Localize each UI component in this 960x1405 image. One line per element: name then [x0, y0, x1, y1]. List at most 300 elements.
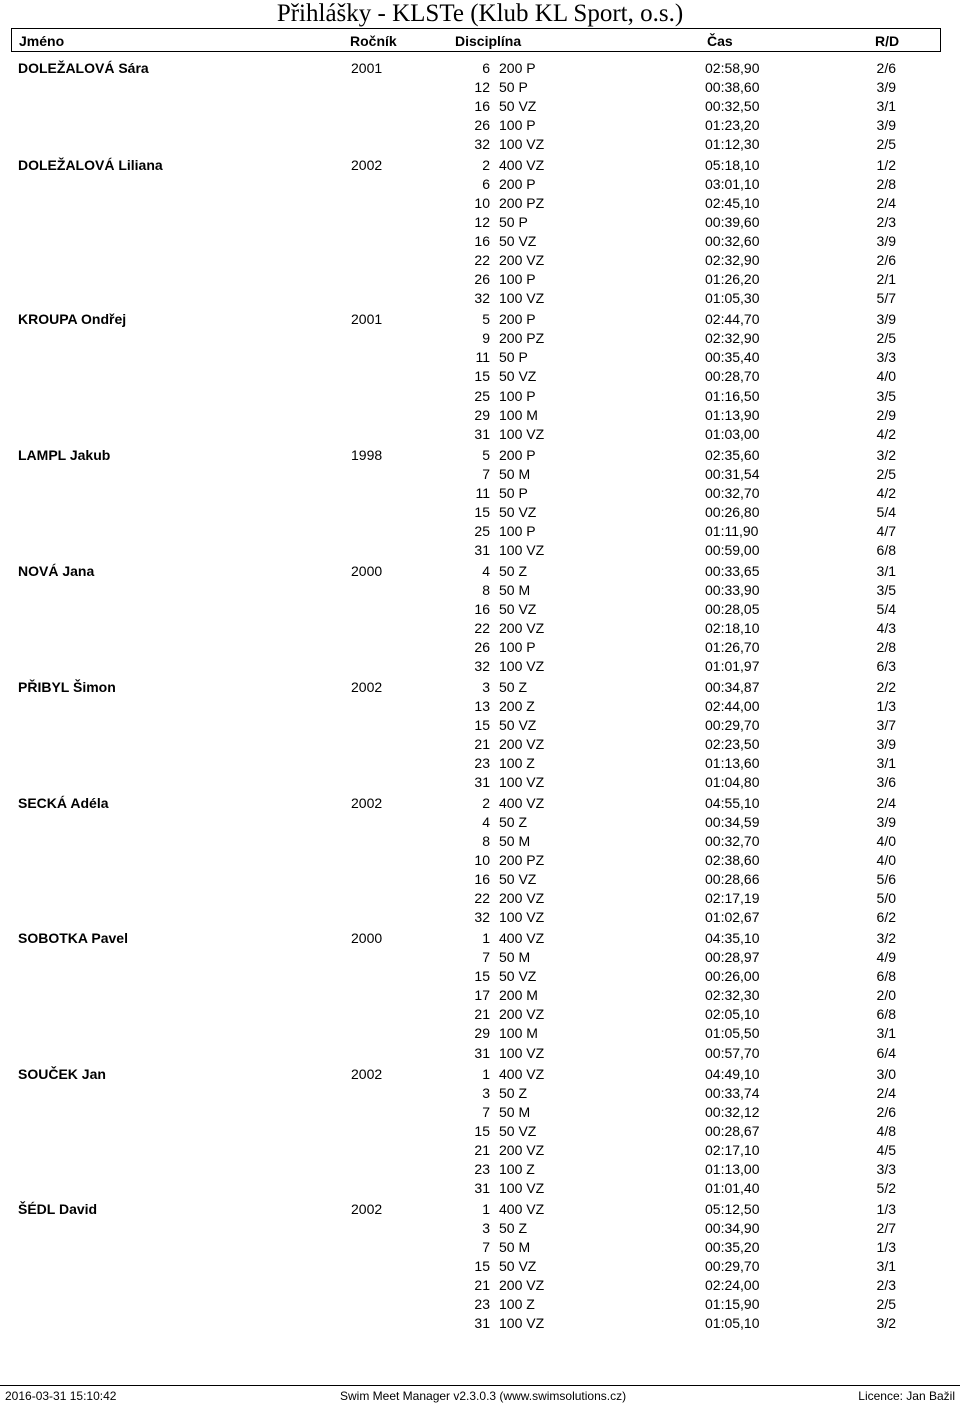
entry-time: 01:01,97 [705, 658, 760, 674]
heat-lane: 1/3 [876, 1239, 896, 1255]
discipline: 50 Z [499, 1220, 528, 1236]
heat-lane: 2/9 [876, 407, 896, 423]
event-number: 16 [474, 233, 490, 249]
table-row [0, 541, 960, 560]
table-row [0, 1065, 960, 1084]
entry-time: 01:05,10 [705, 1315, 760, 1331]
table-row [0, 270, 960, 289]
entry-time: 04:55,10 [705, 795, 760, 811]
table-row [0, 156, 960, 175]
heat-lane: 3/9 [876, 117, 896, 133]
entry-time: 04:35,10 [705, 930, 760, 946]
table-row [0, 1122, 960, 1141]
entry-time: 05:12,50 [705, 1201, 760, 1217]
table-row [0, 213, 960, 232]
event-number: 13 [474, 698, 490, 714]
discipline: 100 VZ [499, 136, 545, 152]
table-row [0, 754, 960, 773]
discipline: 100 VZ [499, 1315, 545, 1331]
heat-lane: 4/8 [876, 1123, 896, 1139]
entry-time: 01:01,40 [705, 1180, 760, 1196]
discipline: 400 VZ [499, 1066, 545, 1082]
event-number: 11 [475, 485, 490, 501]
heat-lane: 4/2 [876, 426, 896, 442]
entry-time: 00:35,40 [705, 349, 760, 365]
discipline: 200 VZ [499, 620, 545, 636]
event-number: 7 [482, 1239, 490, 1255]
discipline: 200 VZ [499, 1006, 545, 1022]
event-number: 7 [482, 949, 490, 965]
table-row [0, 562, 960, 581]
event-number: 16 [474, 601, 490, 617]
table-row [0, 1141, 960, 1160]
heat-lane: 3/3 [876, 349, 896, 365]
swimmer-name: NOVÁ Jana [18, 563, 95, 579]
event-number: 26 [474, 117, 490, 133]
table-row [0, 194, 960, 213]
entry-time: 00:26,00 [705, 968, 760, 984]
swimmer-name: SOUČEK Jan [18, 1066, 106, 1082]
discipline: 200 VZ [499, 1142, 545, 1158]
discipline: 100 VZ [499, 1180, 545, 1196]
event-number: 26 [474, 271, 490, 287]
footer-licence: Licence: Jan Bažil [858, 1389, 955, 1403]
entry-time: 02:32,90 [705, 330, 760, 346]
event-number: 3 [482, 679, 490, 695]
discipline: 100 VZ [499, 426, 545, 442]
entry-time: 02:44,70 [705, 311, 760, 327]
discipline: 50 VZ [499, 504, 537, 520]
event-number: 11 [475, 349, 490, 365]
footer-software: Swim Meet Manager v2.3.0.3 (www.swimsolutions.cz) [340, 1389, 627, 1403]
table-row [0, 1295, 960, 1314]
birth-year: 2001 [351, 60, 383, 76]
entry-time: 00:32,70 [705, 833, 760, 849]
heat-lane: 3/7 [876, 717, 896, 733]
heat-lane: 4/0 [876, 852, 896, 868]
table-row [0, 697, 960, 716]
event-number: 5 [482, 311, 490, 327]
heat-lane: 2/2 [876, 679, 896, 695]
entry-time: 01:03,00 [705, 426, 760, 442]
entry-time: 00:35,20 [705, 1239, 760, 1255]
discipline: 50 VZ [499, 233, 537, 249]
discipline: 100 VZ [499, 658, 545, 674]
heat-lane: 3/1 [876, 755, 896, 771]
heat-lane: 2/8 [876, 639, 896, 655]
discipline: 100 VZ [499, 909, 545, 925]
birth-year: 2002 [351, 157, 383, 173]
table-row [0, 986, 960, 1005]
heat-lane: 2/6 [876, 60, 896, 76]
discipline: 50 M [499, 833, 531, 849]
discipline: 50 P [499, 349, 528, 365]
discipline: 50 Z [499, 563, 528, 579]
discipline: 50 M [499, 582, 531, 598]
entry-time: 02:32,90 [705, 252, 760, 268]
event-number: 22 [474, 620, 490, 636]
heat-lane: 1/3 [876, 698, 896, 714]
event-number: 15 [474, 1258, 490, 1274]
table-row [0, 232, 960, 251]
event-number: 23 [474, 1161, 490, 1177]
discipline: 100 VZ [499, 290, 545, 306]
table-row [0, 735, 960, 754]
heat-lane: 2/3 [876, 214, 896, 230]
entry-time: 00:39,60 [705, 214, 760, 230]
swimmer-name: SECKÁ Adéla [18, 795, 109, 811]
heat-lane: 2/8 [876, 176, 896, 192]
heat-lane: 5/0 [876, 890, 896, 906]
entry-time: 01:26,70 [705, 639, 760, 655]
entry-time: 02:32,30 [705, 987, 760, 1003]
entry-time: 00:31,54 [705, 466, 760, 482]
event-number: 21 [474, 1142, 490, 1158]
heat-lane: 2/4 [876, 795, 896, 811]
entry-time: 02:18,10 [705, 620, 760, 636]
heat-lane: 3/3 [876, 1161, 896, 1177]
discipline: 100 VZ [499, 774, 545, 790]
heat-lane: 6/2 [876, 909, 896, 925]
heat-lane: 4/5 [876, 1142, 896, 1158]
column-header-year: Ročník [350, 33, 397, 49]
table-row [0, 425, 960, 444]
entry-time: 00:32,12 [705, 1104, 760, 1120]
entry-time: 00:33,90 [705, 582, 760, 598]
table-header [11, 28, 941, 52]
birth-year: 1998 [351, 447, 383, 463]
heat-lane: 6/8 [876, 968, 896, 984]
table-row [0, 1314, 960, 1333]
swimmer-name: DOLEŽALOVÁ Liliana [18, 157, 163, 173]
table-row [0, 638, 960, 657]
event-number: 8 [482, 833, 490, 849]
table-row [0, 135, 960, 154]
heat-lane: 3/9 [876, 233, 896, 249]
entry-time: 00:26,80 [705, 504, 760, 520]
birth-year: 2002 [351, 679, 383, 695]
event-number: 7 [482, 466, 490, 482]
discipline: 50 VZ [499, 717, 537, 733]
heat-lane: 2/0 [876, 987, 896, 1003]
table-row [0, 78, 960, 97]
event-number: 1 [482, 1066, 490, 1082]
table-row [0, 446, 960, 465]
swimmer-name: PŘIBYL Šimon [18, 679, 116, 695]
entry-time: 01:04,80 [705, 774, 760, 790]
entry-time: 00:34,90 [705, 1220, 760, 1236]
table-row [0, 310, 960, 329]
heat-lane: 1/3 [876, 1201, 896, 1217]
heat-lane: 3/5 [876, 388, 896, 404]
event-number: 7 [482, 1104, 490, 1120]
heat-lane: 3/1 [876, 1025, 896, 1041]
entry-time: 02:17,10 [705, 1142, 760, 1158]
heat-lane: 2/4 [876, 195, 896, 211]
entry-time: 00:29,70 [705, 1258, 760, 1274]
table-row [0, 522, 960, 541]
discipline: 50 VZ [499, 98, 537, 114]
heat-lane: 4/9 [876, 949, 896, 965]
swimmer-name: SOBOTKA Pavel [18, 930, 128, 946]
heat-lane: 5/4 [876, 504, 896, 520]
table-row [0, 1103, 960, 1122]
discipline: 200 PZ [499, 852, 545, 868]
event-number: 6 [482, 60, 490, 76]
column-header-time: Čas [707, 33, 733, 49]
table-row [0, 1005, 960, 1024]
table-row [0, 773, 960, 792]
discipline: 50 VZ [499, 1258, 537, 1274]
event-number: 21 [474, 736, 490, 752]
table-row [0, 484, 960, 503]
table-row [0, 1276, 960, 1295]
heat-lane: 5/2 [876, 1180, 896, 1196]
heat-lane: 3/9 [876, 311, 896, 327]
table-row [0, 794, 960, 813]
discipline: 100 Z [499, 1161, 535, 1177]
discipline: 200 P [499, 447, 536, 463]
entry-time: 02:45,10 [705, 195, 760, 211]
heat-lane: 2/1 [876, 271, 896, 287]
event-number: 10 [474, 852, 490, 868]
discipline: 100 VZ [499, 542, 545, 558]
discipline: 200 PZ [499, 330, 545, 346]
entry-time: 01:12,30 [705, 136, 760, 152]
event-number: 3 [482, 1220, 490, 1236]
discipline: 50 Z [499, 679, 528, 695]
event-number: 15 [474, 504, 490, 520]
entry-time: 02:24,00 [705, 1277, 760, 1293]
event-number: 12 [474, 79, 490, 95]
entry-time: 01:16,50 [705, 388, 760, 404]
footer-timestamp: 2016-03-31 15:10:42 [5, 1389, 117, 1403]
entry-time: 02:17,19 [705, 890, 760, 906]
event-number: 2 [482, 157, 490, 173]
discipline: 50 VZ [499, 968, 537, 984]
table-row [0, 289, 960, 308]
discipline: 200 VZ [499, 252, 545, 268]
discipline: 50 Z [499, 1085, 528, 1101]
entry-time: 00:28,97 [705, 949, 760, 965]
table-row [0, 851, 960, 870]
heat-lane: 1/2 [876, 157, 896, 173]
event-number: 25 [474, 388, 490, 404]
table-row [0, 948, 960, 967]
event-number: 32 [474, 136, 490, 152]
event-number: 23 [474, 755, 490, 771]
table-row [0, 1084, 960, 1103]
discipline: 100 M [499, 1025, 538, 1041]
discipline: 50 P [499, 485, 528, 501]
event-number: 29 [474, 1025, 490, 1041]
entry-time: 00:32,60 [705, 233, 760, 249]
discipline: 50 M [499, 949, 531, 965]
event-number: 2 [482, 795, 490, 811]
heat-lane: 5/4 [876, 601, 896, 617]
entry-time: 00:38,60 [705, 79, 760, 95]
entry-time: 03:01,10 [705, 176, 760, 192]
entry-time: 02:44,00 [705, 698, 760, 714]
event-number: 25 [474, 523, 490, 539]
event-number: 15 [474, 717, 490, 733]
event-number: 17 [474, 987, 490, 1003]
event-number: 23 [474, 1296, 490, 1312]
column-header-name: Jméno [19, 33, 65, 49]
discipline: 400 VZ [499, 795, 545, 811]
entry-time: 02:38,60 [705, 852, 760, 868]
heat-lane: 3/2 [876, 930, 896, 946]
heat-lane: 4/0 [876, 833, 896, 849]
entry-time: 01:05,50 [705, 1025, 760, 1041]
event-number: 5 [482, 447, 490, 463]
discipline: 400 VZ [499, 1201, 545, 1217]
table-row [0, 367, 960, 386]
event-number: 32 [474, 658, 490, 674]
heat-lane: 5/7 [876, 290, 896, 306]
entry-time: 00:32,70 [705, 485, 760, 501]
heat-lane: 3/9 [876, 736, 896, 752]
swimmer-name: LAMPL Jakub [18, 447, 111, 463]
entry-time: 04:49,10 [705, 1066, 760, 1082]
event-number: 29 [474, 407, 490, 423]
event-number: 4 [482, 814, 490, 830]
event-number: 32 [474, 909, 490, 925]
table-row [0, 1200, 960, 1219]
heat-lane: 3/2 [876, 447, 896, 463]
heat-lane: 6/8 [876, 1006, 896, 1022]
event-number: 26 [474, 639, 490, 655]
entry-time: 01:26,20 [705, 271, 760, 287]
event-number: 22 [474, 890, 490, 906]
discipline: 100 VZ [499, 1045, 545, 1061]
discipline: 50 M [499, 466, 531, 482]
heat-lane: 6/4 [876, 1045, 896, 1061]
swimmer-name: DOLEŽALOVÁ Sára [18, 60, 149, 76]
heat-lane: 2/6 [876, 1104, 896, 1120]
heat-lane: 6/8 [876, 542, 896, 558]
heat-lane: 5/6 [876, 871, 896, 887]
entry-time: 00:28,67 [705, 1123, 760, 1139]
entry-time: 01:13,60 [705, 755, 760, 771]
table-row [0, 348, 960, 367]
table-row [0, 97, 960, 116]
discipline: 400 VZ [499, 930, 545, 946]
event-number: 1 [482, 1201, 490, 1217]
heat-lane: 4/7 [876, 523, 896, 539]
heat-lane: 2/5 [876, 466, 896, 482]
table-row [0, 678, 960, 697]
heat-lane: 3/6 [876, 774, 896, 790]
discipline: 50 VZ [499, 871, 537, 887]
table-row [0, 116, 960, 135]
discipline: 200 Z [499, 698, 535, 714]
entry-time: 01:13,00 [705, 1161, 760, 1177]
table-row [0, 175, 960, 194]
discipline: 400 VZ [499, 157, 545, 173]
table-row [0, 813, 960, 832]
heat-lane: 3/5 [876, 582, 896, 598]
event-number: 31 [474, 774, 490, 790]
entry-time: 00:29,70 [705, 717, 760, 733]
entry-time: 00:32,50 [705, 98, 760, 114]
table-row [0, 889, 960, 908]
discipline: 200 M [499, 987, 538, 1003]
table-row [0, 387, 960, 406]
event-number: 31 [474, 426, 490, 442]
table-row [0, 657, 960, 676]
birth-year: 2002 [351, 1066, 383, 1082]
heat-lane: 4/0 [876, 368, 896, 384]
birth-year: 2000 [351, 930, 383, 946]
table-row [0, 716, 960, 735]
event-number: 16 [474, 871, 490, 887]
swimmer-name: KROUPA Ondřej [18, 311, 127, 327]
entry-time: 01:15,90 [705, 1296, 760, 1312]
entry-time: 02:58,90 [705, 60, 760, 76]
discipline: 50 M [499, 1239, 531, 1255]
heat-lane: 2/3 [876, 1277, 896, 1293]
page-title: Přihlášky - KLSTe (Klub KL Sport, o.s.) [276, 0, 684, 27]
discipline: 200 P [499, 311, 536, 327]
heat-lane: 4/3 [876, 620, 896, 636]
event-number: 21 [474, 1277, 490, 1293]
birth-year: 2001 [351, 311, 383, 327]
discipline: 100 Z [499, 755, 535, 771]
entry-time: 01:05,30 [705, 290, 760, 306]
table-row [0, 967, 960, 986]
event-number: 3 [482, 1085, 490, 1101]
heat-lane: 6/3 [876, 658, 896, 674]
discipline: 200 VZ [499, 736, 545, 752]
table-row [0, 1257, 960, 1276]
discipline: 100 M [499, 407, 538, 423]
entry-time: 02:23,50 [705, 736, 760, 752]
event-number: 15 [474, 968, 490, 984]
table-row [0, 581, 960, 600]
entry-time: 00:28,05 [705, 601, 760, 617]
table-row [0, 1044, 960, 1063]
event-number: 31 [474, 1045, 490, 1061]
entry-time: 00:57,70 [705, 1045, 760, 1061]
discipline: 50 P [499, 79, 528, 95]
discipline: 200 P [499, 176, 536, 192]
heat-lane: 3/1 [876, 98, 896, 114]
event-number: 15 [474, 1123, 490, 1139]
birth-year: 2000 [351, 563, 383, 579]
table-row [0, 59, 960, 78]
discipline: 100 P [499, 523, 536, 539]
table-row [0, 329, 960, 348]
discipline: 50 Z [499, 814, 528, 830]
table-row [0, 503, 960, 522]
event-number: 31 [474, 1315, 490, 1331]
table-row [0, 1219, 960, 1238]
discipline: 50 VZ [499, 1123, 537, 1139]
entry-time: 00:33,65 [705, 563, 760, 579]
table-row [0, 832, 960, 851]
discipline: 200 VZ [499, 1277, 545, 1293]
entry-time: 00:59,00 [705, 542, 760, 558]
birth-year: 2002 [351, 795, 383, 811]
column-header-discipline: Disciplína [455, 33, 522, 49]
event-number: 22 [474, 252, 490, 268]
table-row [0, 929, 960, 948]
table-row [0, 1024, 960, 1043]
entry-time: 00:33,74 [705, 1085, 760, 1101]
entry-time: 00:34,59 [705, 814, 760, 830]
discipline: 200 P [499, 60, 536, 76]
